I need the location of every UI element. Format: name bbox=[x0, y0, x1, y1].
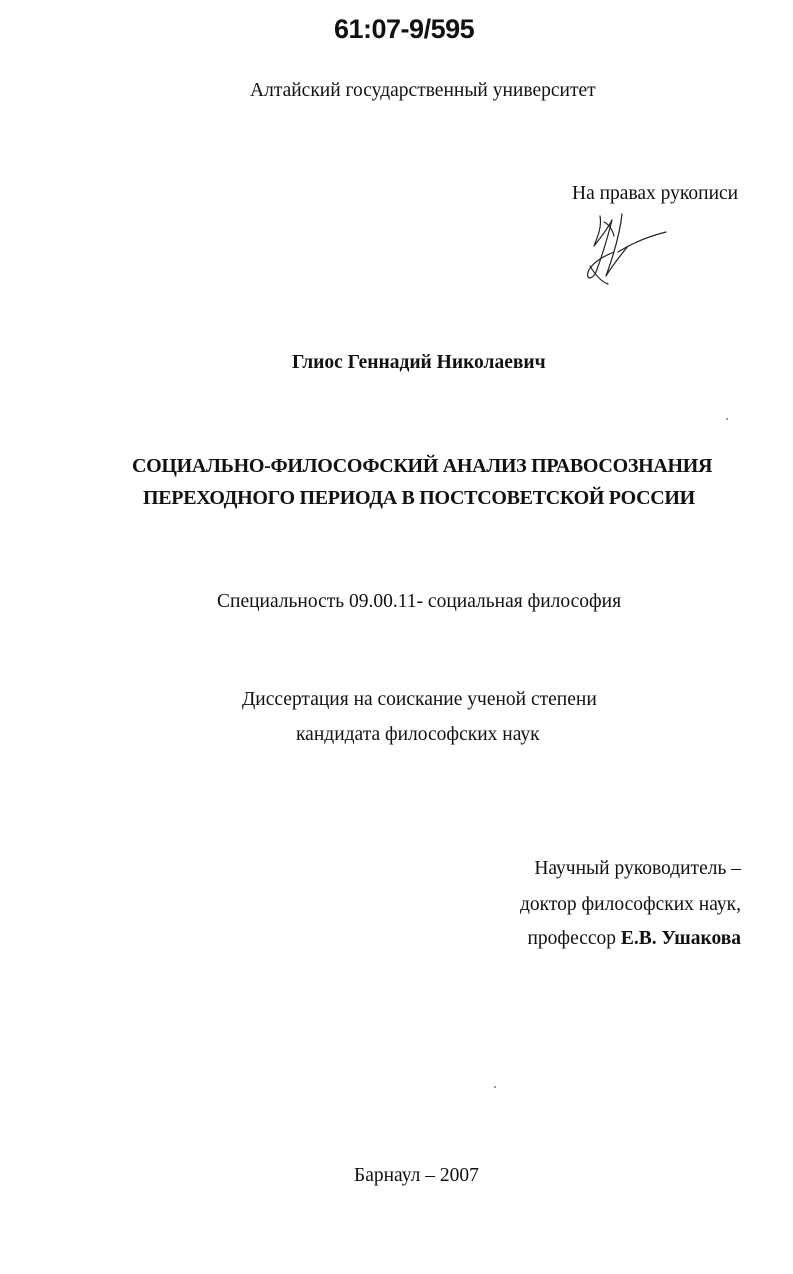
scan-speck bbox=[494, 1086, 496, 1088]
scan-speck bbox=[726, 418, 728, 420]
specialty: Специальность 09.00.11- социальная философия bbox=[217, 591, 622, 612]
degree-line-1: Диссертация на соискание ученой степени bbox=[242, 689, 597, 710]
advisor-line-1: Научный руководитель – bbox=[534, 858, 741, 879]
advisor-line-3 bbox=[528, 928, 742, 950]
advisor-line-2: доктор философских наук, bbox=[520, 894, 741, 915]
city-year: Барнаул – 2007 bbox=[354, 1165, 479, 1186]
university-name: Алтайский государственный университет bbox=[250, 80, 596, 101]
dissertation-title-line-2: ПЕРЕХОДНОГО ПЕРИОДА В ПОСТСОВЕТСКОЙ РОССИИ bbox=[143, 487, 695, 509]
handwritten-signature-icon bbox=[578, 206, 678, 290]
catalog-number: 61:07-9/595 bbox=[334, 14, 475, 44]
advisor-title: профессор bbox=[527, 928, 621, 949]
advisor-name: Е.В. Ушакова bbox=[620, 928, 741, 949]
degree-line-2: кандидата философских наук bbox=[296, 724, 540, 745]
manuscript-note: На правах рукописи bbox=[572, 183, 739, 204]
dissertation-title-line-1: СОЦИАЛЬНО-ФИЛОСОФСКИЙ АНАЛИЗ ПРАВОСОЗНАНИЯ bbox=[132, 455, 713, 477]
author-name: Глиос Геннадий Николаевич bbox=[292, 352, 546, 373]
